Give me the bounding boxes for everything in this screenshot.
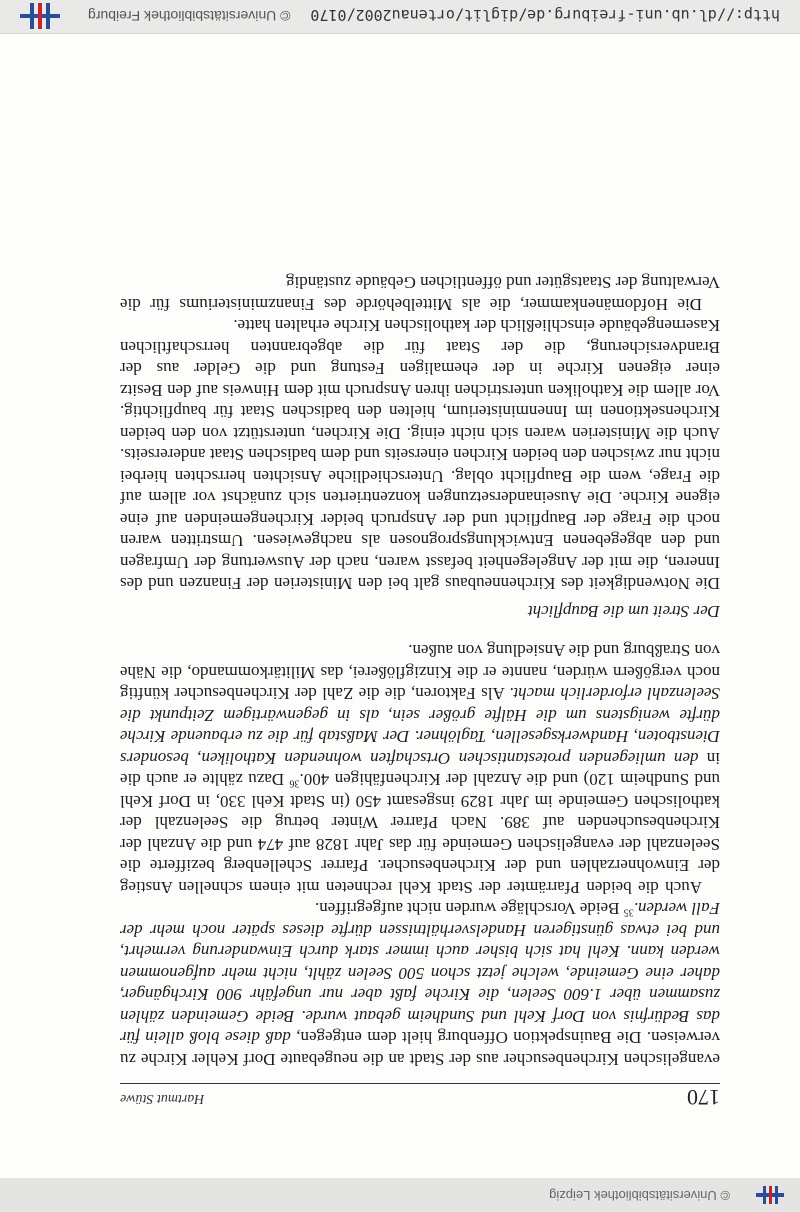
paragraph-4: Die Hofdomänenkammer, die als Mittelbehörde des Finanzministeriums für die Verwaltung der Staatsgüter und öffentlichen Gebäude zuständig [120,273,720,314]
p2-text: Auch die beiden Pfarrämter der Stadt Kehl rechneten mit einem schnellen Anstieg der Einwohnerzahlen und der Kirchenbesucher. Pfarrer Schellenberg bezifferte die Seelenzahl der evangelischen Gemeinde für das Jahr 1828 auf 474 und die Anzahl der Kirchenbesuchenden auf 389. Nach Pfarrer Winter betrug die Seelenzahl der katholischen Gemeinde im Jahr 1829 insgesamt 450 (in Stadt Kehl 330, in Dorf Kehl und Sundheim 120) und die Anzahl der Kirchenfähigen 400. [120,770,720,897]
paragraph-2 [120,640,720,898]
paragraph-1 [120,898,720,1070]
viewer-top-bar [0,1177,800,1212]
viewer-footer-bar [0,0,800,34]
scanned-page [0,16,800,1178]
page-body [120,272,720,1070]
paragraph-3: Die Notwendigkeit des Kirchenneubaus galt bei den Ministerien der Finanzen und des Inneren, die mit der Angelegenheit befasst waren, nach der Auswertung der Umfragen und den abgegebenen Entwicklungsprognosen als nachgewiesen. Umstritten waren noch die Frage der Baupflicht und der Anspruch beider Kirchengemeinden auf eine eigene Kirche. Die Auseinandersetzungen konzentrierten sich zunächst vor allem auf die Frage, wem die Baupflicht oblag. Unterschiedliche Ansichten herrschten hierbei nicht nur zwischen den beiden Kirchen einerseits und dem badischen Staat andererseits. Auch die Ministerien waren sich nicht einig. Die Kirchen, unterstützt von den beiden Kirchensektionen im Innenministerium, hielten den badischen Staat für baupflichtig. Vor allem die Katholiken unterstrichen ihren Anspruch mit dem Hinweis auf den Besitz einer eigenen Kirche in der ehemaligen Festung und die Gelder aus der Brandversicherung, die der Staat für die abgebrannten herrschaftlichen Kasernengebäude einschließlich der katholischen Kirche erhalten hatte. [120,316,720,594]
page-header [120,1083,720,1114]
p2-mid: Dazu zählte er auch die in [120,749,720,790]
page-number: 170 [687,1085,720,1110]
p2-quote: den umliegenden protestantischen Ortschaften wohnenden Katholiken, besonders Dienstboten, Handwerksgesellen, Taglöhner. Der Maßstab für die zu erbauende Kirche dürfte wenigstens um die Hälfte größer sein, als in gegenwärtigem Zeitpunkt die Seelenzahl erforderlich macht. [120,684,720,768]
p1-text: evangelischen Kirchenbesucher aus der Stadt an die neugebaute Dorf Kehler Kirche zu verweisen. Die Bauinspektion Offenburg hielt dem entgegen, [120,1028,720,1069]
library-logo-icon [756,1186,784,1204]
footnote-ref-35[interactable]: 35 [623,907,634,919]
institution-copyright: © Universitätsbibliothek Freiburg [88,8,291,24]
page-url-link[interactable]: http://dl.ub.uni-freiburg.de/diglit/ortenau2002/0170 [310,6,780,24]
copyright-label: © Universitätsbibliothek Leipzig [549,1188,730,1203]
university-logo-icon [20,3,60,29]
section-heading: Der Streit um die Baupflicht [527,602,720,621]
p1-quote: daß diese bloß allein für das Bedürfnis von Dorf Kehl und Sundheim gebaut wurde. Beide Gemeinden zählen zusammen über 1.600 Seelen, die Kirche faßt aber nur ungefähr 900 Kirchgänger, daher eine Gemeinde, welche jetzt schon 500 Seelen zählt, nicht mehr aufgenommen werden kann. Kehl hat sich bisher auch immer stark durch Einwanderung vermehrt, und bei etwas günstigeren Handelsverhältnissen dürfte dieses später noch mehr der Fall werden. [120,899,720,1048]
p1-end: Beide Vorschläge wurden nicht aufgegriffen. [315,899,624,919]
running-head: Hartmut Stüwe [120,1091,205,1106]
footnote-ref-36[interactable]: 36 [289,778,300,790]
p2-end: Als Faktoren, die die Zahl der Kirchenbesucher künftig noch vergößern würden, nannte er die Kinzigflößerei, das Militärkommando, die Nähe von Straßburg und die Ansiedlung von außen. [119,641,720,704]
